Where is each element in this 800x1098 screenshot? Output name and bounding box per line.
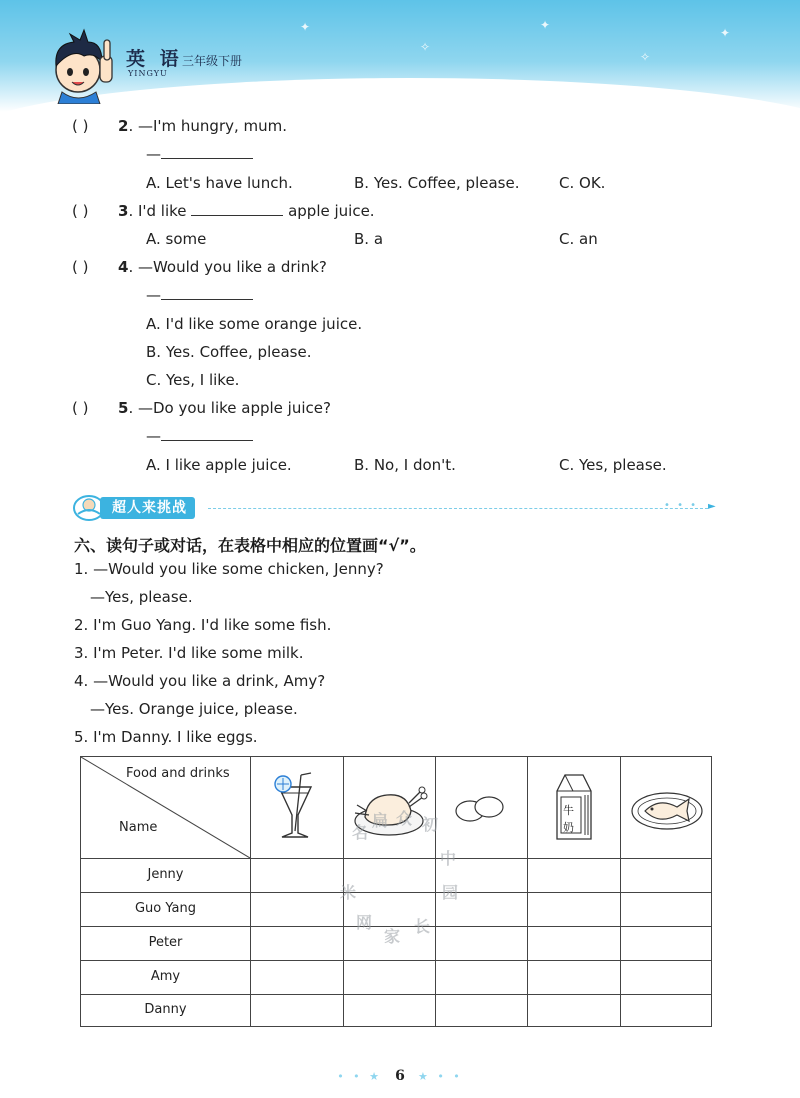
sparkle-icon: ✦ [720, 26, 731, 40]
name-cell-danny: Danny [144, 1002, 187, 1017]
watermark-char: 扁 [372, 811, 389, 830]
fish-icon [629, 785, 705, 833]
sparkle-icon: ✧ [640, 50, 651, 64]
question-stem [118, 399, 331, 417]
header-food-drinks: Food and drinks [126, 766, 230, 781]
answer-parentheses[interactable]: ( ) [72, 258, 89, 276]
reply-line[interactable] [146, 145, 253, 163]
table-divider [81, 960, 711, 961]
sentence-5: 5. I'm Danny. I like eggs. [74, 728, 258, 746]
question-number: 5 [118, 399, 129, 417]
watermark-char: 园 [442, 883, 459, 902]
question-number: 3 [118, 202, 129, 220]
dash: — [146, 427, 161, 445]
sentence-1-reply: —Yes, please. [90, 588, 193, 606]
answer-blank[interactable] [191, 202, 283, 216]
page-footer [0, 1065, 800, 1084]
sentence-3: 3. I'm Peter. I'd like some milk. [74, 644, 304, 662]
option-a: A. some [146, 230, 207, 248]
option-b: B. a [354, 230, 384, 248]
mascot-boy-icon [44, 26, 124, 104]
table-divider [81, 858, 711, 859]
subject-pinyin: YINGYU [128, 69, 168, 78]
option-c: C. Yes, please. [559, 456, 667, 474]
table-divider [81, 994, 711, 995]
footer-dots-decoration: ★ • • [417, 1070, 463, 1083]
dash: — [146, 286, 161, 304]
banner-dots-decoration: • • • [664, 500, 699, 511]
answer-blank[interactable] [161, 145, 253, 159]
footer-dots-decoration: • • ★ [337, 1070, 383, 1083]
sparkle-icon: ✧ [420, 40, 431, 54]
name-cell-jenny: Jenny [147, 867, 184, 882]
watermark-char: 长 [414, 917, 431, 936]
banner-divider [208, 508, 708, 509]
reply-line[interactable] [146, 427, 253, 445]
question-stem [118, 258, 327, 276]
question-text: . I'd like [128, 202, 187, 220]
dash: — [146, 145, 161, 163]
grade-label: 三年级下册 [182, 54, 243, 68]
eggs-icon [453, 791, 507, 825]
reply-line[interactable] [146, 286, 253, 304]
watermark-char: 中 [440, 849, 457, 868]
orange-juice-icon [271, 771, 321, 843]
watermark-char: 网 [356, 913, 373, 932]
answer-blank[interactable] [161, 427, 253, 441]
option-b: B. No, I don't. [354, 456, 456, 474]
sparkle-icon: ✦ [300, 20, 311, 34]
option-b: B. Yes. Coffee, please. [354, 174, 520, 192]
watermark-char: 名 [352, 823, 369, 842]
page-number: 6 [395, 1068, 405, 1084]
name-cell-amy: Amy [150, 969, 181, 984]
milk-label: 奶 [563, 821, 574, 834]
watermark-char: 家 [384, 927, 401, 946]
section-banner [72, 492, 722, 522]
watermark-char: 米 [340, 883, 357, 902]
option-a: A. Let's have lunch. [146, 174, 293, 192]
subject-title: 英 语 [126, 48, 183, 70]
sentence-4: 4. —Would you like a drink, Amy? [74, 672, 326, 690]
question-number: 2 [118, 117, 129, 135]
answer-parentheses[interactable]: ( ) [72, 202, 89, 220]
watermark-char: 众 [396, 809, 413, 828]
option-c: C. OK. [559, 174, 606, 192]
question-text: . —Would you like a drink? [128, 258, 327, 276]
option-a: A. I'd like some orange juice. [146, 315, 363, 333]
answer-blank[interactable] [161, 286, 253, 300]
section-instruction: 六、读句子或对话，在表格中相应的位置画“√”。 [74, 536, 426, 555]
question-number: 4 [118, 258, 129, 276]
header-name: Name [119, 820, 158, 835]
milk-label: 牛 [563, 804, 574, 817]
option-a: A. I like apple juice. [146, 456, 292, 474]
question-text: . —I'm hungry, mum. [128, 117, 288, 135]
name-cell-peter: Peter [148, 935, 183, 950]
option-b: B. Yes. Coffee, please. [146, 343, 312, 361]
sparkle-icon: ✦ [540, 18, 551, 32]
option-c: C. an [559, 230, 598, 248]
watermark-char: 初 [422, 815, 439, 834]
milk-carton-icon [551, 769, 597, 843]
answer-parentheses[interactable]: ( ) [72, 117, 89, 135]
sentence-2: 2. I'm Guo Yang. I'd like some fish. [74, 616, 332, 634]
table-divider [81, 892, 711, 893]
sentence-4-reply: —Yes. Orange juice, please. [90, 700, 298, 718]
question-text: . —Do you like apple juice? [128, 399, 331, 417]
question-text: apple juice. [288, 202, 375, 220]
question-stem [118, 202, 375, 220]
sentence-1: 1. —Would you like some chicken, Jenny? [74, 560, 384, 578]
banner-title: 超人来挑战 [100, 497, 195, 519]
arrow-right-icon: ► [708, 501, 716, 512]
option-c: C. Yes, I like. [146, 371, 240, 389]
food-drinks-table [80, 756, 712, 1027]
question-stem [118, 117, 287, 135]
name-cell-guo-yang: Guo Yang [134, 901, 196, 916]
answer-parentheses[interactable]: ( ) [72, 399, 89, 417]
